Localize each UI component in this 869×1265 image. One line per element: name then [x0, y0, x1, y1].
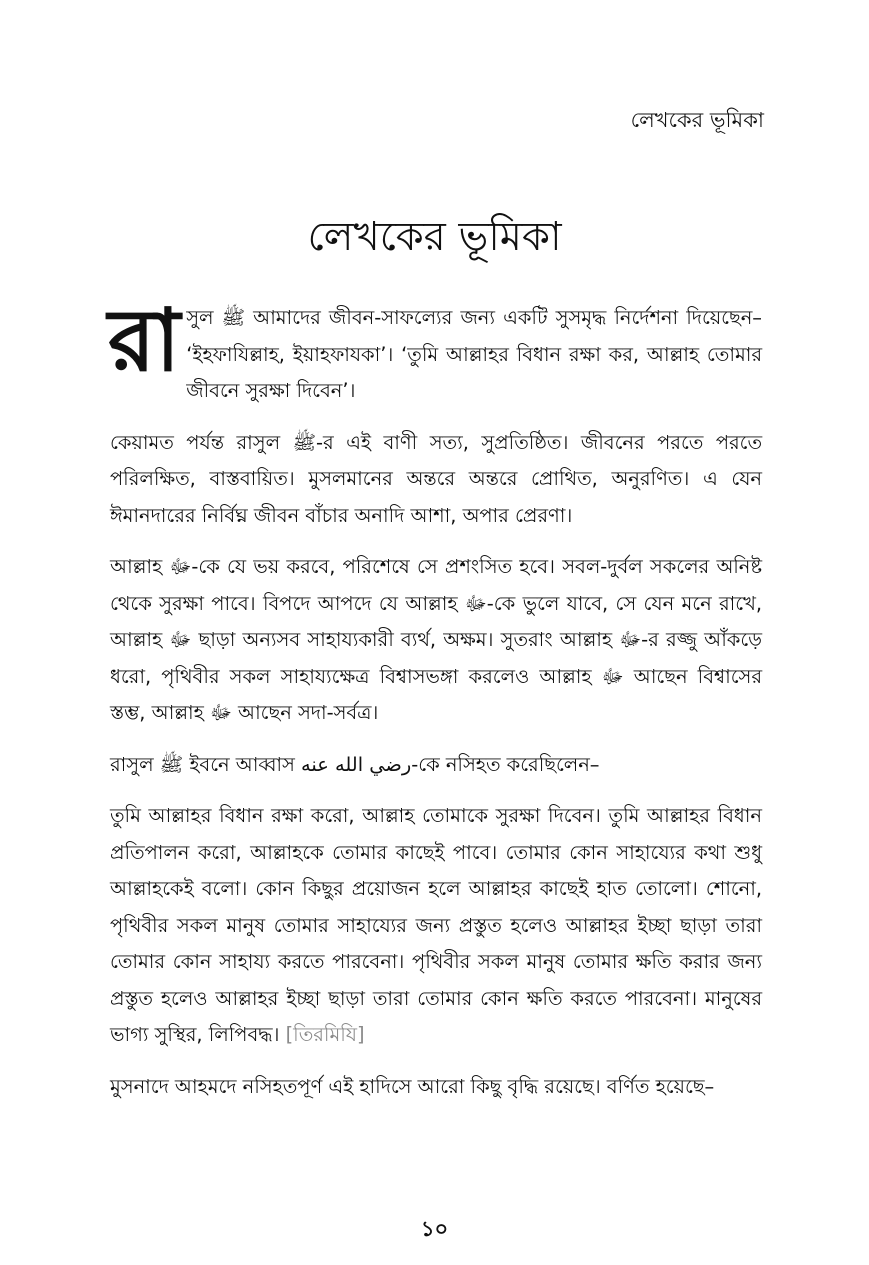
- quote-citation: [তিরমিযি]: [285, 1023, 365, 1046]
- paragraph-5: মুসনাদে আহমদে নসিহতপূর্ণ এই হাদিসে আরো কিছু বৃদ্ধি রয়েছে। বর্ণিত হয়েছে–: [110, 1074, 715, 1098]
- hadith-quote-text: তুমি আল্লাহর বিধান রক্ষা করো, আল্লাহ তোমাকে সুরক্ষা দিবেন। তুমি আল্লাহর বিধান প্রতিপালন করো, আল্লাহকে তোমার কাছেই পাবে। তোমার কোন সাহায্যের কথা শুধু আল্লাহকেই বলো। কোন কিছুর প্রয়োজন হলে আল্লাহর কাছেই হাত তোলো। শোনো, পৃথিবীর সকল মানুষ তোমার সাহায্যের জন্য প্রস্তুত হলেও আল্লাহর ইচ্ছা ছাড়া তারা তোমার কোন সাহায্য করতে পারবেনা। পৃথিবীর সকল মানুষ তোমার ক্ষতি করার জন্য প্রস্তুত হলেও আল্লাহর ইচ্ছা ছাড়া তারা তোমার কোন ক্ষতি করতে পারবেনা। মানুষের ভাগ্য সুস্থির, লিপিবদ্ধ।: [110, 804, 762, 1046]
- running-header: লেখকের ভূমিকা: [630, 108, 764, 132]
- paragraph-1-text: সুল ﷺ আমাদের জীবন-সাফল্যের জন্য একটি সুসমৃদ্ধ নির্দেশনা দিয়েছেন– ‘ইহফাযিল্লাহ, ইয়াহফাযকা’। ‘তুমি আল্লাহর বিধান রক্ষা কর, আল্লাহ তোমার জীবনে সুরক্ষা দিবেন’।: [186, 306, 762, 402]
- chapter-title: লেখকের ভূমিকা: [307, 214, 562, 260]
- hadith-quote: [110, 798, 762, 1054]
- page-number: ১০: [420, 1217, 449, 1241]
- drop-cap: রা: [108, 291, 181, 391]
- paragraph-3: আল্লাহ ﷻ-কে যে ভয় করবে, পরিশেষে সে প্রশংসিত হবে। সবল-দুর্বল সকলের অনিষ্ট থেকে সুরক্ষা পাবে। বিপদে আপদে যে আল্লাহ ﷻ-কে ভুলে যাবে, সে যেন মনে রাখে, আল্লাহ ﷻ ছাড়া অন্যসব সাহায্যকারী ব্যর্থ, অক্ষম। সুতরাং আল্লাহ ﷻ-র রজ্জু আঁকড়ে ধরো, পৃথিবীর সকল সাহায্যক্ষেত্র বিশ্বাসভঙ্গা করলেও আল্লাহ ﷻ আছেন বিশ্বাসের স্তম্ভ, আল্লাহ ﷻ আছেন সদা-সর্বত্র।: [110, 555, 762, 724]
- paragraph-2: কেয়ামত পর্যন্ত রাসুল ﷺ-র এই বাণী সত্য, সুপ্রতিষ্ঠিত। জীবনের পরতে পরতে পরিলক্ষিত, বাস্তবায়িত। মুসলমানের অন্তরে অন্তরে প্রোথিত, অনুরণিত। এ যেন ঈমানদারের নির্বিঘ্ন জীবন বাঁচার অনাদি আশা, অপার প্রেরণা।: [110, 430, 762, 527]
- paragraph-4: রাসুল ﷺ ইবনে আব্বাস رضي الله عنه-কে নসিহত করেছিলেন–: [110, 752, 600, 776]
- body-text: [108, 291, 762, 1120]
- paragraph-1: [108, 291, 762, 410]
